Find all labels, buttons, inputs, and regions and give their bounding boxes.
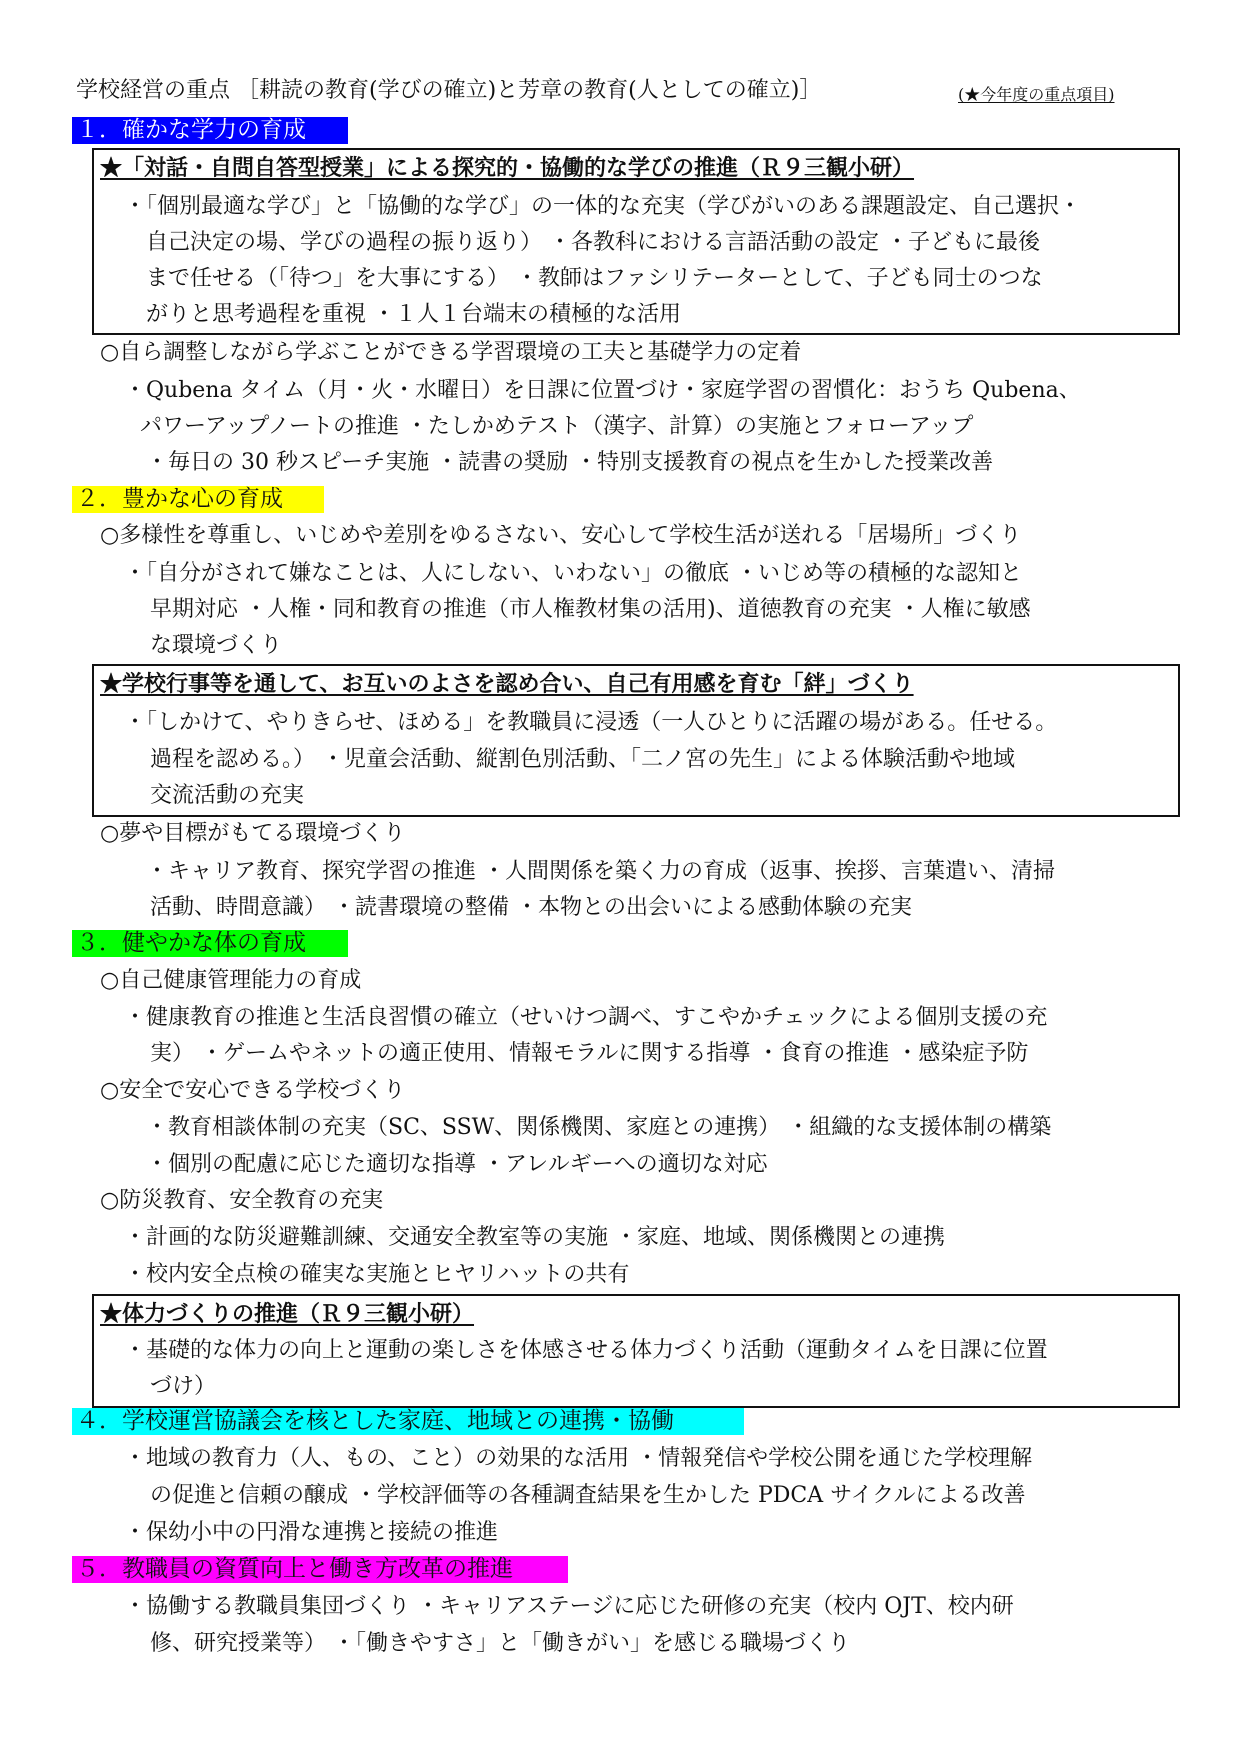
section-3-line: ・校内安全点検の確実な実施とヒヤリハットの共有 — [124, 1262, 630, 1287]
section-2-box-line: 交流活動の充実 — [150, 783, 305, 808]
section-3-box-title: ★体力づくりの推進（Ｒ９三観小研） — [100, 1301, 475, 1327]
section-2-subheading: ○夢や目標がもてる環境づくり — [100, 821, 406, 846]
section-3-line: ・健康教育の推進と生活良習慣の確立（せいけつ調べ、すこやかチェックによる個別支援の充 — [124, 1005, 1048, 1030]
section-5-label: ５．教職員の資質向上と働き方改革の推進 — [72, 1556, 568, 1583]
section-4-line: ・保幼小中の円滑な連携と接続の推進 — [124, 1520, 499, 1545]
section-1-subheading: ○自ら調整しながら学ぶことができる学習環境の工夫と基礎学力の定着 — [100, 340, 802, 365]
section-5-line: ・協働する教職員集団づくり ・キャリアステージに応じた研修の充実（校内 OJT、校内研 — [124, 1594, 1014, 1619]
section-1-line: ・Qubena タイム（月・火・水曜日）を日課に位置づけ・家庭学習の習慣化：おうち Qubena、 — [124, 378, 1081, 403]
section-1-label: １．確かな学力の育成 — [72, 117, 348, 144]
section-4-line: ・地域の教育力（人、もの、こと）の効果的な活用 ・情報発信や学校公開を通じた学校理解 — [124, 1446, 1033, 1471]
section-5-line: 修、研究授業等） ・「働きやすさ」と「働きがい」を感じる職場づくり — [150, 1631, 850, 1656]
section-3-line: ・計画的な防災避難訓練、交通安全教室等の実施 ・家庭、地域、関係機関との連携 — [124, 1225, 945, 1250]
section-2-subheading: ○多様性を尊重し、いじめや差別をゆるさない、安心して学校生活が送れる「居場所」づくり — [100, 523, 1022, 548]
document-title: 学校経営の重点 ［耕読の教育(学びの確立)と芳章の教育(人としての確立)］ — [76, 78, 822, 103]
section-1-box-line: ・「個別最適な学び」と「協働的な学び」の一体的な充実（学びがいのある課題設定、自己選択・ — [124, 194, 1082, 219]
section-4-line: の促進と信頼の醸成 ・学校評価等の各種調査結果を生かした PDCA サイクルによる改善 — [150, 1483, 1026, 1508]
section-3-box-line: づけ） — [150, 1374, 217, 1399]
section-3-subheading: ○防災教育、安全教育の充実 — [100, 1188, 384, 1213]
section-4-label: ４．学校運営協議会を核とした家庭、地域との連携・協働 — [72, 1408, 744, 1435]
section-3-line: ・教育相談体制の充実（SC、SSW、関係機関、家庭との連携） ・組織的な支援体制の構築 — [146, 1115, 1052, 1140]
section-2-line: な環境づくり — [150, 633, 283, 658]
section-2-box-line: ・「しかけて、やりきらせ、ほめる」を教職員に浸透（一人ひとりに活躍の場がある。任せる。 — [124, 710, 1058, 735]
section-1-box-line: がりと思考過程を重視 ・１人１台端末の積極的な活用 — [146, 302, 681, 327]
section-1-box-title: ★「対話・自問自答型授業」による探究的・協働的な学びの推進（Ｒ９三観小研） — [100, 155, 915, 181]
section-2-box-title: ★学校行事等を通して、お互いのよさを認め合い、自己有用感を育む「絆」づくり — [100, 671, 914, 697]
section-3-line: ・個別の配慮に応じた適切な指導 ・アレルギーへの適切な対応 — [146, 1152, 768, 1177]
section-1-line: パワーアップノートの推進 ・たしかめテスト（漢字、計算）の実施とフォローアップ — [140, 414, 974, 439]
section-1-box-line: まで任せる（「待つ」を大事にする） ・教師はファシリテーターとして、子ども同士のつな — [146, 266, 1043, 291]
section-2-box-line: 過程を認める。） ・児童会活動、縦割色別活動、「二ノ宮の先生」による体験活動や地域 — [150, 747, 1015, 772]
section-3-box-line: ・基礎的な体力の向上と運動の楽しさを体感させる体力づくり活動（運動タイムを日課に位置 — [124, 1338, 1048, 1363]
section-2-line: 活動、時間意識） ・読書環境の整備 ・本物との出会いによる感動体験の充実 — [150, 895, 912, 920]
section-2-line: ・「自分がされて嫌なことは、人にしない、いわない」の徹底 ・いじめ等の積極的な認知と — [124, 561, 1022, 586]
section-2-label: ２．豊かな心の育成 — [72, 486, 324, 513]
section-3-label: ３．健やかな体の育成 — [72, 930, 348, 957]
section-3-subheading: ○自己健康管理能力の育成 — [100, 968, 362, 993]
section-1-box-line: 自己決定の場、学びの過程の振り返り） ・各教科における言語活動の設定 ・子どもに最後 — [146, 230, 1040, 255]
priority-note: (★今年度の重点項目) — [958, 85, 1115, 104]
section-1-line: ・毎日の 30 秒スピーチ実施 ・読書の奨励 ・特別支援教育の視点を生かした授業改善 — [146, 450, 994, 475]
section-3-subheading: ○安全で安心できる学校づくり — [100, 1078, 406, 1103]
section-2-line: ・キャリア教育、探究学習の推進 ・人間関係を築く力の育成（返事、挨拶、言葉遣い、清掃 — [146, 859, 1055, 884]
section-3-line: 実） ・ゲームやネットの適正使用、情報モラルに関する指導 ・食育の推進 ・感染症予防 — [150, 1041, 1029, 1066]
section-2-line: 早期対応 ・人権・同和教育の推進（市人権教材集の活用)、道徳教育の充実 ・人権に敏感 — [150, 597, 1031, 622]
